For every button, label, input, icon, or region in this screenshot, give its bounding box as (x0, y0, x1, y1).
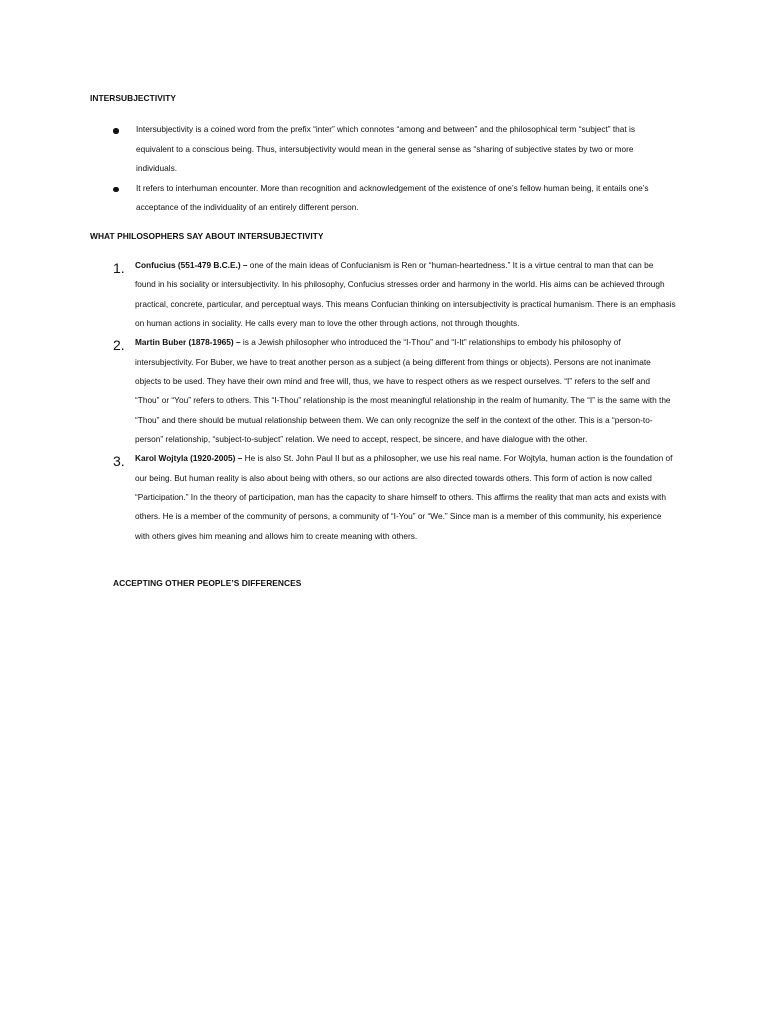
bullet-text: It refers to interhuman encounter. More than recognition and acknowledgement of the existence of one’s fellow human being, it entails one’s acceptance of the individuality of an entirely different person. (136, 182, 649, 213)
bullet-dot-icon (113, 128, 119, 134)
definition-bullet-list (113, 120, 673, 218)
list-item-confucius (113, 256, 676, 333)
section-heading-philosophers: WHAT PHILOSOPHERS SAY ABOUT INTERSUBJECTIVITY (90, 231, 324, 241)
list-number: 3. (113, 453, 125, 470)
list-item-wojtyla (113, 449, 676, 546)
philosopher-name: Karol Wojtyla (1920-2005) – (135, 453, 243, 464)
section-heading-accepting-differences: ACCEPTING OTHER PEOPLE’S DIFFERENCES (113, 578, 302, 588)
philosophers-numbered-list (113, 256, 676, 546)
philosopher-description: He is also St. John Paul II but as a philosopher, we use his real name. For Wojtyla, human action is the foundation of our being. But human reality is also about being with others, so our actions are also directed towards others. This form of action is now called “Participation.” In the theory of participation, man has the capacity to share himself to others. This affirms the reality that man acts and exists with others. He is a member of the community of persons, a community of “I-You” or “We.” Since man is a member of this community, his experience with others gives him meaning and allows him to create meaning with others. (135, 453, 673, 541)
bullet-dot-icon (113, 187, 119, 193)
section-heading-intersubjectivity: INTERSUBJECTIVITY (90, 93, 177, 103)
philosopher-description: is a Jewish philosopher who introduced the “I-Thou” and “I-It” relationships to embody his philosophy of intersubjectivity. For Buber, we have to treat another person as a subject (a being different from things or objects). Persons are not inanimate objects to be used. They have their own mind and free will, thus, we have to respect others as we respect ourselves. “I” refers to the self and “Thou” or “You” refers to others. This “I-Thou” relationship is the most meaningful relationship in the realm of humanity. The “I” is the same with the “Thou” and there should be mutual relationship between them. We can only recognize the self in the context of the other. This is a “person-to-person” relationship, “subject-to-subject” relation. We need to accept, respect, be sincere, and have dialogue with the other. (135, 337, 671, 445)
list-item-buber (113, 333, 676, 449)
philosopher-description: one of the main ideas of Confucianism is Ren or “human-heartedness.” It is a virtue central to man that can be found in his sociality or intersubjectivity. In his philosophy, Confucius stresses order and harmony in the world. His aims can be achieved through practical, concrete, particular, and perceptual ways. This means Confucian thinking on intersubjectivity is practical humanism. There is an emphasis on human actions in sociality. He calls every man to love the other through actions, not through thoughts. (135, 260, 676, 329)
list-number: 2. (113, 337, 125, 354)
philosopher-name: Martin Buber (1878-1965) – (135, 337, 241, 348)
philosopher-name: Confucius (551-479 B.C.E.) – (135, 260, 248, 270)
bullet-text: Intersubjectivity is a coined word from the prefix “inter” which connotes “among and between” and the philosophical term “subject” that is equivalent to a conscious being. Thus, intersubjectivity would mean in the general sense as “sharing of subjective states by two or more individuals. (136, 124, 635, 174)
bullet-item (113, 179, 673, 218)
list-number: 1. (113, 260, 125, 276)
bullet-item (113, 120, 673, 179)
